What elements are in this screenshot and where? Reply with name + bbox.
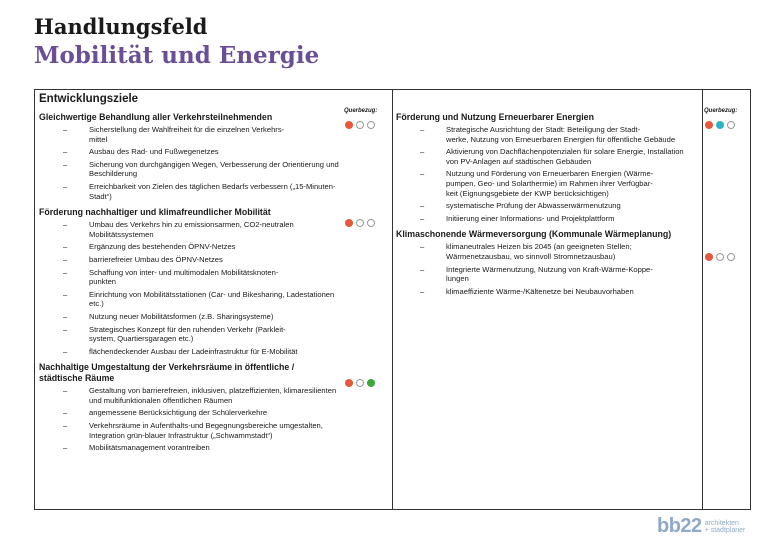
list-item-text: klimaeffiziente Wärme-/Kältenetze bei Neubauvorhaben [446, 286, 634, 296]
dash-marker: – [63, 181, 68, 191]
group-title: Gleichwertige Behandlung aller Verkehrsteilnehmenden [39, 112, 273, 122]
left-column [39, 112, 339, 459]
bullet-list [39, 125, 339, 201]
list-item-text: Initiierung einer Informations- und Projektplattform [446, 213, 615, 223]
querbezug-dot-empty [356, 379, 364, 387]
right-column [396, 112, 696, 302]
list-item [396, 147, 696, 166]
querbezug-dot-empty [716, 253, 724, 261]
bullet-list [396, 242, 696, 296]
page-title-line1: Handlungsfeld [34, 14, 208, 39]
list-item [396, 169, 696, 198]
querbezug-dot-teal [716, 121, 724, 129]
page-title-line2: Mobilität und Energie [34, 42, 320, 69]
list-item-text: barrierefreier Umbau des ÖPNV-Netzes [89, 254, 223, 264]
querbezug-dot-red [705, 253, 713, 261]
list-item [39, 347, 339, 357]
dash-marker: – [63, 159, 68, 169]
bullet-list [39, 386, 339, 453]
dash-marker: – [63, 311, 68, 321]
list-item-text: Strategisches Konzept für den ruhenden Verkehr (Parkleit- system, Quartiersgaragen etc.) [89, 324, 286, 344]
dash-marker: – [420, 201, 425, 211]
list-item-text: Mobilitätsmanagement vorantreiben [89, 443, 210, 453]
list-item [39, 325, 339, 344]
list-item [396, 214, 696, 224]
list-item-text: Aktivierung von Dachflächenpotenzialen für solare Energie, Installation von PV-Anlagen auf städtischen Gebäuden [446, 147, 684, 166]
list-item [39, 160, 339, 179]
querbezug-dots-left-2 [345, 219, 375, 227]
dash-marker: – [63, 254, 68, 264]
dash-marker: – [63, 220, 68, 230]
list-item-text: Verkehrsräume in Aufenthalts-und Begegnungsbereiche umgestalten, Integration grün-blauer Infrastruktur („Schwammstadt“) [89, 421, 323, 440]
dash-marker: – [420, 125, 425, 134]
left-group-3 [39, 362, 339, 453]
list-item-text: Nutzung und Förderung von Erneuerbaren Energien (Wärme- pumpen, Geo- und Solarthermie) im Rahmen ihrer Verfügbar- keit (Eignungsgebiete der KWP berücksichtigen) [446, 169, 654, 198]
dash-marker: – [63, 267, 68, 277]
list-item [39, 386, 339, 405]
logo-tagline [705, 520, 746, 534]
list-item-text: Strategische Ausrichtung der Stadt: Beteiligung der Stadt- werke, Nutzung von Erneuerbaren Energien für öffentliche Gebäude [446, 125, 676, 144]
querbezug-dots-right-1 [705, 121, 735, 129]
dash-marker: – [63, 408, 68, 418]
list-item [39, 182, 339, 201]
logo-tagline-line2: + stadtplaner [704, 526, 746, 534]
group-title: Förderung nachhaltiger und klimafreundlicher Mobilität [39, 207, 271, 218]
dash-marker: – [63, 147, 68, 157]
list-item [39, 242, 339, 252]
dash-marker: – [63, 443, 68, 453]
dash-marker: – [420, 147, 425, 157]
right-group-2 [396, 229, 696, 296]
dash-marker: – [63, 125, 68, 134]
querbezug-dot-green [367, 379, 375, 387]
left-group-2 [39, 207, 339, 356]
list-item [39, 443, 339, 453]
querbezug-dots-left-3 [345, 379, 375, 387]
querbezug-dot-empty [367, 121, 375, 129]
list-item [39, 268, 339, 287]
querbezug-dot-empty [727, 121, 735, 129]
querbezug-dot-red [345, 219, 353, 227]
list-item [396, 125, 696, 144]
list-item-text: Gestaltung von barrierefreien, inklusiven, platzeffizienten, klimaresilienten und multifunktionalen öffentlichen Räumen [89, 386, 337, 405]
list-item-text: Umbau des Verkehrs hin zu emissionsarmen, CO2-neutralen Mobilitätssystemen [89, 220, 294, 239]
list-item-text: systematische Prüfung der Abwasserwärmenutzung [446, 201, 621, 211]
list-item-text: Sicherstellung der Wahlfreiheit für die einzelnen Verkehrs- mittel [89, 125, 285, 144]
dash-marker: – [63, 386, 68, 396]
list-item [39, 125, 339, 144]
querbezug-dot-empty [356, 219, 364, 227]
list-item [39, 255, 339, 265]
dash-marker: – [420, 264, 425, 274]
dash-marker: – [420, 286, 425, 296]
list-item [39, 147, 339, 157]
list-item [396, 265, 696, 284]
list-item-text: Nutzung neuer Mobilitätsformen (z.B. Sharingsysteme) [89, 311, 274, 321]
right-group-1 [396, 112, 696, 223]
dash-marker: – [63, 242, 68, 252]
dash-marker: – [63, 324, 68, 334]
list-item-text: angemessene Berücksichtigung der Schülerverkehre [89, 408, 268, 418]
dash-marker: – [420, 213, 425, 223]
querbezug-dot-empty [367, 219, 375, 227]
column-divider-right [702, 90, 703, 509]
querbezug-dots-left-1 [345, 121, 375, 129]
company-logo [657, 515, 745, 538]
dash-marker: – [63, 289, 68, 299]
dash-marker: – [63, 421, 68, 431]
querbezug-dot-red [345, 379, 353, 387]
logo-mark: bb22 [657, 515, 702, 537]
list-item-text: Sicherung von durchgängigen Wegen, Verbesserung der Orientierung und Beschilderung [89, 159, 339, 179]
list-item-text: Schaffung von inter- und multimodalen Mobilitätsknoten- punkten [89, 267, 279, 287]
content-frame [34, 89, 751, 510]
list-item-text: Einrichtung von Mobilitätsstationen (Car- und Bikesharing, Ladestationen etc.) [89, 289, 335, 309]
list-item [396, 287, 696, 297]
querbezug-dot-red [345, 121, 353, 129]
querbezug-dot-empty [727, 253, 735, 261]
list-item [39, 312, 339, 322]
list-item-text: Erreichbarkeit von Zielen des täglichen Bedarfs verbessern („15-Minuten-Stadt“) [89, 181, 336, 201]
section-title: Entwicklungsziele [39, 93, 139, 105]
bullet-list [39, 220, 339, 356]
list-item [396, 242, 696, 261]
querbezug-dot-red [705, 121, 713, 129]
logo-tagline-line1: architekten [704, 519, 739, 527]
group-title: Nachhaltige Umgestaltung der Verkehrsräume in öffentliche / städtische Räume [39, 362, 295, 384]
dash-marker: – [63, 346, 68, 356]
querbezug-label-left: Querbezug: [344, 108, 378, 114]
bullet-list [396, 125, 696, 223]
querbezug-dots-right-2 [705, 253, 735, 261]
list-item-text: Ausbau des Rad- und Fußwegenetzes [89, 147, 219, 157]
left-group-1 [39, 112, 339, 201]
querbezug-dot-empty [356, 121, 364, 129]
list-item [39, 421, 339, 440]
dash-marker: – [420, 169, 425, 179]
group-title: Förderung und Nutzung Erneuerbarer Energien [396, 112, 594, 122]
querbezug-label-right: Querbezug: [704, 108, 738, 114]
list-item [396, 201, 696, 211]
list-item-text: Integrierte Wärmenutzung, Nutzung von Kraft-Wärme-Koppe- lungen [446, 264, 653, 284]
list-item [39, 290, 339, 309]
column-divider-left [392, 90, 393, 509]
list-item-text: Ergänzung des bestehenden ÖPNV-Netzes [89, 242, 236, 252]
list-item [39, 408, 339, 418]
list-item-text: klimaneutrales Heizen bis 2045 (an geeigneten Stellen; Wärmenetzausbau, wo sinnvoll Stromnetzausbau) [446, 242, 632, 261]
dash-marker: – [420, 242, 425, 252]
list-item-text: flächendeckender Ausbau der Ladeinfrastruktur für E-Mobilität [89, 346, 298, 356]
list-item [39, 220, 339, 239]
group-title: Klimaschonende Wärmeversorgung (Kommunale Wärmeplanung) [396, 229, 672, 240]
